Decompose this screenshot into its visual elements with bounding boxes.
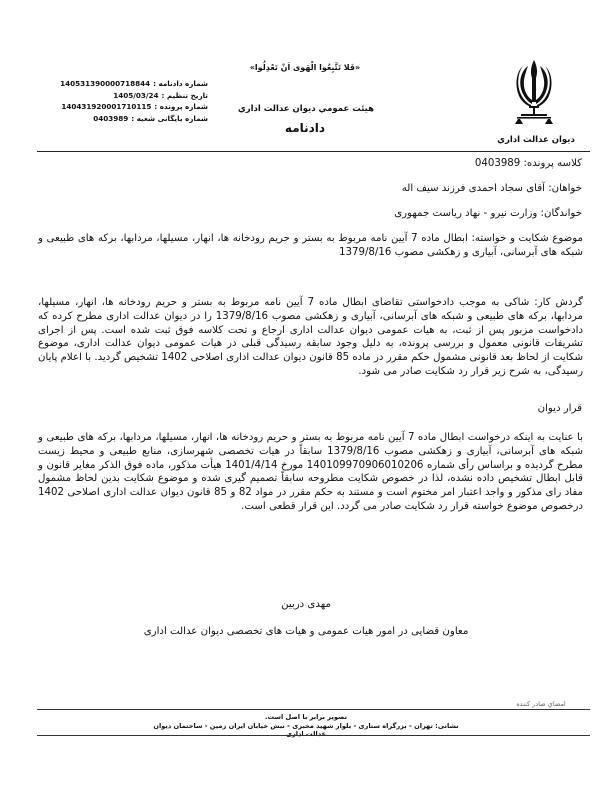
- court-address: نشانی: تهران - بزرگراه ستاری - بلوار شهید مخبری - نبش خیابان ایران زمین - ساختمان دیوان عدالت اداری: [153, 722, 459, 738]
- footer-bottom-divider: [37, 735, 590, 736]
- meta-value: 140431920001710115: [61, 102, 152, 111]
- meta-label: شماره پرونده :: [154, 102, 208, 111]
- complaint-subject: موضوع شکایت و خواسته: ابطال ماده 7 آیین نامه مربوط به بستر و حریم رودخانه ها، انهار، مسیلها، مردابها، برکه های طبیعی و شبکه های آبرسانی، آبیاری و زهکشی مصوب 1379/8/16: [38, 233, 583, 258]
- meta-row-issue-date: [80, 91, 208, 103]
- meta-label: تاریخ تنظیم :: [161, 90, 208, 100]
- meta-value: 140531390000718844: [60, 79, 151, 88]
- header-verse: «فَلا تَتَّبِعُوا الْهَوى اَنْ تَعْدِلُوا»: [249, 63, 361, 72]
- signer-name: مهدی دربین: [281, 599, 331, 610]
- footer-divider: [37, 709, 590, 710]
- certified-copy-note: تصویر برابر با اصل است.: [265, 713, 347, 721]
- meta-value: 1405/03/24: [113, 90, 159, 100]
- meta-row-archive-number: [80, 114, 208, 126]
- board-name: هيئت عمومي ديوان عدالت اداري: [237, 104, 375, 114]
- meta-value: 0403989: [93, 113, 129, 123]
- meta-row-case-number: [61, 102, 208, 114]
- case-report: گردش کار: شاکی به موجب دادخواستی تقاضای ابطال ماده 7 آیین نامه مربوط به بستر و حریم رودخانه ها، انهار، مسیلها، مردابها، برکه های طبیعی و شبکه های آبرسانی، آبیاری و زهکشی مصوب 1379/8/16 را در دیوان عدالت اداری مطرح کرده که دادخواست مزبور پس از ثبت، به هیات عمومی دیوان عدالت اداری ارجاع و تحت کلاسه فوق ثبت شده است. پس از اجرای تشریفات قانونی معمول و بررسی پرونده، به دلیل وجود سابقه رسیدگی قبلی در هیات عمومی دیوان عدالت اداری، موضوع شکایت از لحاظ بعد قانونی مشمول حکم مقرر در ماده 85 قانون دیوان عدالت اداری اصلاحی 1402 تشخیص گردید. با اعلام پایان رسیدگی، به شرح زیر قرار رد شکایت صادر می شود.: [38, 297, 583, 377]
- case-class-number: کلاسه پرونده: 0403989: [474, 158, 582, 169]
- court-name: ديوان عدالت اداري: [497, 135, 575, 145]
- plaintiff: خواهان: آقای سجاد احمدی فرزند سیف اله: [401, 183, 582, 194]
- signer-title: معاون قضایی در امور هیات عمومی و هیات های تخصصی دیوان عدالت اداری: [143, 626, 469, 637]
- decision-text: با عنایت به اینکه درخواست ابطال ماده 7 آیین نامه مربوط به بستر و حریم رودخانه ها، انهار، مسیلها، مردابها، برکه های طبیعی و شبکه های آبرسانی، آبیاری و زهکشی مصوب 1379/8/16 سابقاً در هیات تخصصی شهرسازی، منابع طبیعی و محیط زیست مطرح گردیده و براساس رأی شماره 140109970906010206 مورخ 1401/4/14 هیأت مذکور، ماده فوق الذکر مغایر قانون و قابل ابطال تشخیص داده نشده، لذا در خصوص شکایت مطروحه سابقاً تصمیم گیری شده و موضوع شکایت بدین لحاظ مشمول مفاد رای مذکور و واجد اعتبار امر مختوم است و مستند به حکم مقرر در مواد 82 و 85 قانون دیوان عدالت اداری اصلاحی 1402 درخصوص موضوع خواسته قرار رد شکایت صادر می گردد. این قرار قطعی است.: [38, 432, 583, 512]
- document-metadata: [60, 79, 208, 125]
- meta-row-ruling-number: [60, 79, 208, 91]
- meta-label: شماره دادنامه :: [153, 79, 208, 88]
- decision-heading: قرار دیوان: [537, 403, 582, 414]
- meta-label: شماره بایگانی شعبه :: [131, 113, 208, 123]
- header-divider: [37, 151, 590, 152]
- issuer-signature-label: امضاي صادر كننده: [516, 700, 566, 708]
- iran-emblem-icon: [514, 58, 554, 124]
- document-type-title: دادنامه: [284, 121, 326, 135]
- defendants: خواندگان: وزارت نیرو - نهاد ریاست جمهوری: [394, 208, 582, 219]
